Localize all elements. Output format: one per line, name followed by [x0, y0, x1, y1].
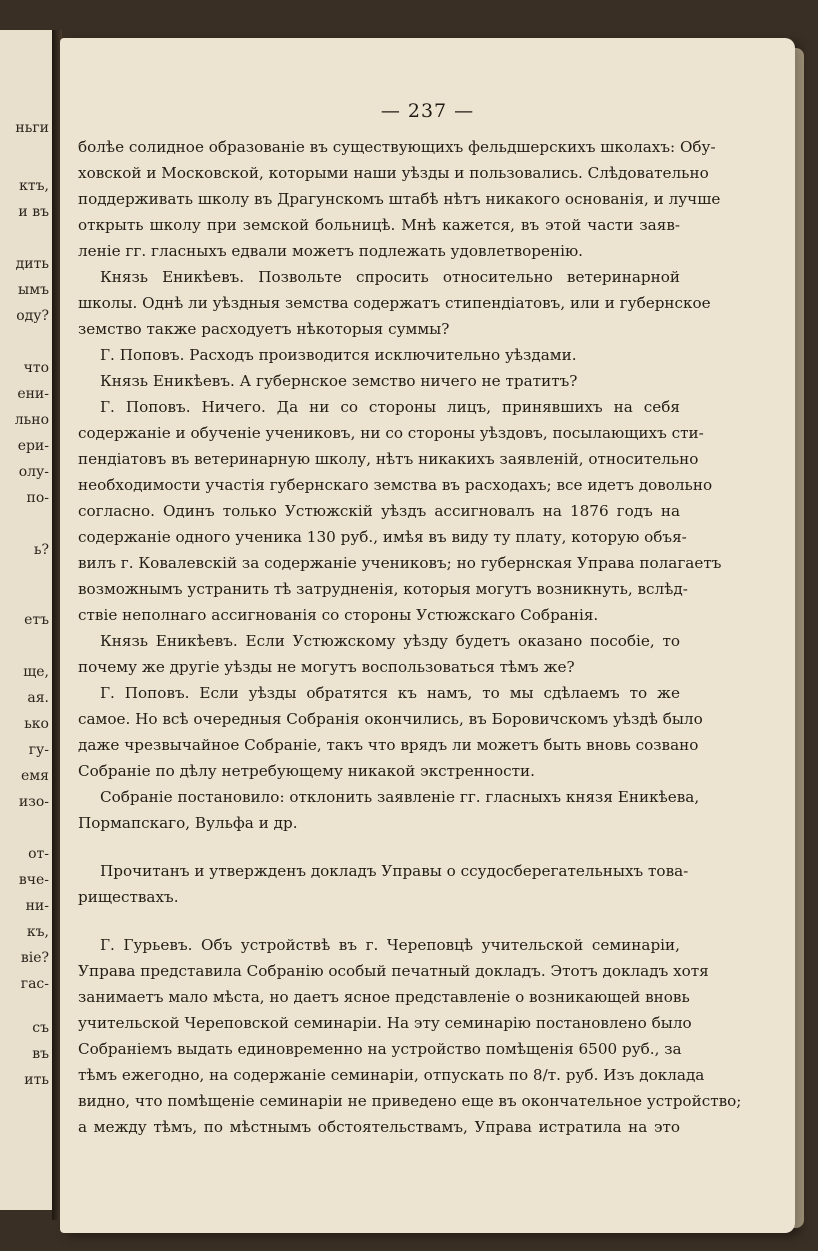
text-line: земство также расходуетъ нѣкоторыя суммы? [78, 320, 450, 338]
left-page-fragment-line: ни- [25, 898, 49, 914]
text-line: необходимости участія губернскаго земства въ расходахъ; все идетъ довольно [78, 476, 713, 494]
text-line: поддерживать школу въ Драгунскомъ штабѣ нѣтъ никакого основанія, и лучше [78, 190, 721, 208]
left-page-fragment-line: ько [24, 716, 49, 732]
text-line: возможнымъ устранить тѣ затрудненія, которыя могутъ возникнуть, вслѣд- [78, 580, 688, 598]
left-page-fragment-line: ь? [33, 542, 49, 558]
left-page-fragment-line: ще, [23, 664, 49, 680]
text-line: почему же другіе уѣзды не могутъ воспользоваться тѣмъ же? [78, 658, 575, 676]
paragraph-gap [78, 836, 680, 858]
text-line: Управа представила Собранію особый печатный докладъ. Этотъ докладъ хотя [78, 962, 709, 980]
left-page-fragment-line: ая. [27, 690, 49, 706]
left-page-fragment-line: льно [14, 412, 49, 428]
text-line: содержаніе и обученіе учениковъ, ни со стороны уѣздовъ, посылающихъ сти- [78, 424, 704, 442]
page-number: — 237 — [380, 100, 475, 122]
left-page-fragment-line: олу- [18, 464, 49, 480]
left-page-fragment-line: къ, [26, 924, 49, 940]
text-line: содержаніе одного ученика 130 руб., имѣя въ виду ту плату, которую объя- [78, 528, 687, 546]
left-page-fragment-line: ктъ, [19, 178, 49, 194]
left-page-fragment-line: вче- [18, 872, 49, 888]
text-line: согласно. Одинъ только Устюжскій уѣздъ ассигновалъ на 1876 годъ на [78, 502, 680, 520]
text-line: а между тѣмъ, по мѣстнымъ обстоятельствамъ, Управа истратила на это [78, 1118, 680, 1136]
text-line: Г. Поповъ. Ничего. Да ни со стороны лицъ, принявшихъ на себя [100, 398, 680, 416]
text-line: Собраніе по дѣлу нетребующему никакой экстренности. [78, 762, 535, 780]
left-page-fragment-line: изо- [18, 794, 49, 810]
left-page-fragment [0, 30, 54, 1210]
left-page-fragment-line: по- [26, 490, 49, 506]
text-line: самое. Но всѣ очередныя Собранія окончились, въ Боровичскомъ уѣздѣ было [78, 710, 703, 728]
text-line: школы. Однѣ ли уѣздныя земства содержатъ стипендіатовъ, или и губернское [78, 294, 711, 312]
text-line: Князь Еникѣевъ. А губернское земство ничего не тратитъ? [100, 372, 578, 390]
text-line: Г. Поповъ. Если уѣзды обратятся къ намъ, то мы сдѣлаемъ то же [100, 684, 680, 702]
text-line: открыть школу при земской больницѣ. Мнѣ кажется, въ этой части заяв- [78, 216, 680, 234]
left-page-fragment-line: віе? [20, 950, 49, 966]
left-page-fragment-line: дить [15, 256, 49, 272]
text-line: Собраніе постановило: отклонить заявленіе гг. гласныхъ князя Еникѣева, [100, 788, 700, 806]
text-line: Г. Гурьевъ. Объ устройствѣ въ г. Череповцѣ учительской семинаріи, [100, 936, 680, 954]
text-line: Собраніемъ выдать единовременно на устройство помѣщенія 6500 руб., за [78, 1040, 682, 1058]
text-line: тѣмъ ежегодно, на содержаніе семинаріи, отпускать по 8/т. руб. Изъ доклада [78, 1066, 705, 1084]
text-line: болѣе солидное образованіе въ существующихъ фельдшерскихъ школахъ: Обу- [78, 138, 716, 156]
left-page-fragment-line: ери- [17, 438, 49, 454]
text-line: даже чрезвычайное Собраніе, такъ что врядъ ли можетъ быть вновь созвано [78, 736, 699, 754]
text-line: Князь Еникѣевъ. Позвольте спросить относительно ветеринарной [100, 268, 680, 286]
left-page-fragment-line: емя [20, 768, 49, 784]
text-line: видно, что помѣщеніе семинаріи не приведено еще въ окончательное устройство; [78, 1092, 742, 1110]
text-line: вилъ г. Ковалевскій за содержаніе учениковъ; но губернская Управа полагаетъ [78, 554, 722, 572]
left-page-fragment-line: ньги [15, 120, 49, 136]
text-line: ствіе неполнаго ассигнованія со стороны Устюжскаго Собранія. [78, 606, 599, 624]
left-page-fragment-line: что [23, 360, 49, 376]
text-line: Г. Поповъ. Расходъ производится исключительно уѣздами. [100, 346, 577, 364]
left-page-fragment-line: от- [28, 846, 49, 862]
left-page-fragment-line: и въ [18, 204, 49, 220]
text-line: Пормапскаго, Вульфа и др. [78, 814, 298, 832]
text-line: Князь Еникѣевъ. Если Устюжскому уѣзду будетъ оказано пособіе, то [100, 632, 680, 650]
left-page-fragment-line: ени- [17, 386, 49, 402]
book-page [60, 38, 795, 1233]
text-line: учительской Череповской семинаріи. На эту семинарію постановлено было [78, 1014, 692, 1032]
text-line: ховской и Московской, которыми наши уѣзды и пользовались. Слѣдовательно [78, 164, 709, 182]
left-page-fragment-line: оду? [16, 308, 49, 324]
text-line: леніе гг. гласныхъ едвали можетъ подлежать удовлетворенію. [78, 242, 584, 260]
left-page-fragment-line: съ [32, 1020, 49, 1036]
left-page-fragment-line: етъ [24, 612, 49, 628]
left-page-fragment-line: въ [32, 1046, 49, 1062]
text-line: занимаетъ мало мѣста, но даетъ ясное представленіе о возникающей вновь [78, 988, 690, 1006]
paragraph-gap [78, 910, 680, 932]
left-page-fragment-line: ымъ [18, 282, 49, 298]
text-line: Прочитанъ и утвержденъ докладъ Управы о ссудосберегательныхъ това- [100, 862, 689, 880]
page-text [78, 134, 742, 1140]
left-page-fragment-line: ить [24, 1072, 49, 1088]
left-page-fragment-line: гас- [20, 976, 49, 992]
text-line: риществахъ. [78, 888, 179, 906]
left-page-fragment-line: гу- [28, 742, 49, 758]
text-line: пендіатовъ въ ветеринарную школу, нѣтъ никакихъ заявленій, относительно [78, 450, 699, 468]
